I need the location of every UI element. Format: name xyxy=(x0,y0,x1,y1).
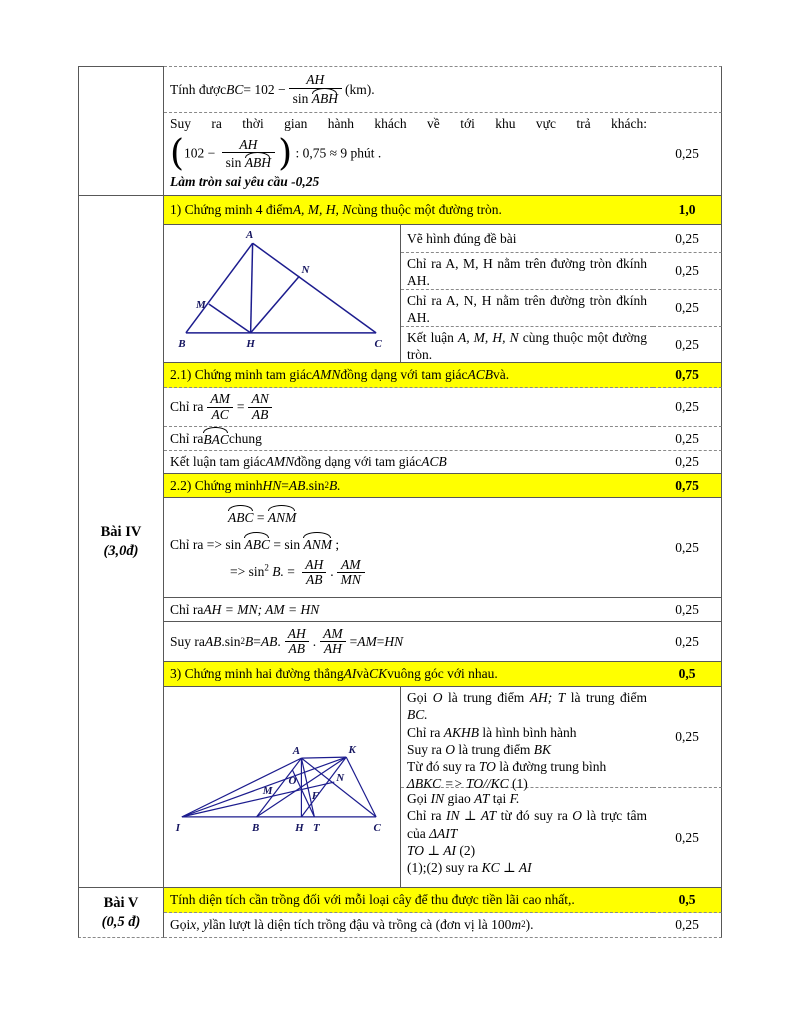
perpendicular-figure-svg xyxy=(164,687,400,888)
figure-triangle-amhn xyxy=(164,225,401,363)
score-cell: 0,5 xyxy=(653,662,722,687)
bai4-title: Bài IV xyxy=(100,523,142,540)
fraction: $\frac{AH}{\text{sin ABH}}$ xyxy=(222,138,275,170)
triangle-figure-svg xyxy=(164,225,400,363)
row-sin-derivation xyxy=(164,498,653,598)
score-cell: 0,25 xyxy=(653,388,722,427)
point-label-A: A xyxy=(292,744,301,757)
point-label-K: K xyxy=(348,743,356,756)
point-label-C: C xyxy=(374,337,382,350)
row-orthocenter-derivation xyxy=(401,788,653,888)
score-cell: 0,25 xyxy=(653,427,722,451)
score-cell: 0,25 xyxy=(653,451,722,474)
point-label-M: M xyxy=(195,298,206,311)
fraction: $\frac{AH}{AB}$ xyxy=(284,627,310,656)
midpoint-line3: Suy ra O là trung điểm BK xyxy=(407,741,551,757)
row-amh-circle: Chỉ ra A, M, H nằm trên đường tròn đkính AH. xyxy=(401,253,653,290)
point-label-O: O xyxy=(288,774,297,787)
point-label-C: C xyxy=(373,821,381,834)
score-cell: 0,75 xyxy=(653,363,722,388)
score-cell: 0,25 xyxy=(653,253,722,290)
fraction: $\frac{AM}{MN}$ xyxy=(337,558,365,587)
midpoint-line2: Chỉ ra AKHB là hình bình hành xyxy=(407,724,577,740)
point-label-A: A xyxy=(245,228,254,241)
sin-equality: Chỉ ra => sin ABC = sin ANM ; xyxy=(170,537,340,553)
fraction: $\frac{AH}{\text{sin ABH}}$ xyxy=(289,73,342,105)
bai5-title: Bài V xyxy=(103,894,139,911)
fraction: $\frac{AM}{AC}$ xyxy=(206,392,234,421)
bai4-points: (3,0đ) xyxy=(103,542,139,559)
row-bai5-heading: Tính diện tích cần trồng đối với mỗi loại cây để thu được tiền lãi cao nhất,. xyxy=(164,888,653,913)
ortho-line4: (1);(2) suy ra KC ⊥ AI xyxy=(407,860,532,876)
score-cell: 1,0 xyxy=(653,196,722,225)
label-cell-bai4 xyxy=(78,196,164,888)
score-cell: 0,25 xyxy=(653,225,722,253)
midpoint-line4: Từ đó suy ra TO là đường trung bình xyxy=(407,759,607,775)
score-cell: 0,25 xyxy=(653,290,722,327)
row-final-derivation: Suy ra AB .sin 2 B = AB . $\frac{AH}{AB}$ . $\frac{AM}{AH}$ = AM = HN xyxy=(164,622,653,662)
fraction: $\frac{AN}{AB}$ xyxy=(248,392,273,421)
row-time-derivation xyxy=(164,113,653,196)
point-label-I: I xyxy=(175,821,181,834)
score-cell: 0,5 xyxy=(653,888,722,913)
score-cell: 0,25 xyxy=(653,788,722,888)
score-cell: 0,25 xyxy=(653,598,722,622)
row-draw-figure: Vẽ hình đúng đề bài xyxy=(401,225,653,253)
score-cell: 0,25 xyxy=(653,687,722,788)
row-conclusion-circle: Kết luận A, M, H, N cùng thuộc một đường tròn. xyxy=(401,327,653,363)
row-variable-definition: Gọi x, y lần lượt là diện tích trồng đậu và trồng cà (đơn vị là 100 m 2 ). xyxy=(164,913,653,938)
figure-perpendicular-proof xyxy=(164,687,401,888)
label-cell-empty xyxy=(78,66,164,196)
point-label-T: T xyxy=(313,821,320,834)
score-cell: 0,25 xyxy=(653,327,722,363)
point-label-B: B xyxy=(178,337,186,350)
score-cell: 0,25 xyxy=(653,498,722,598)
big-paren: ) xyxy=(278,133,293,175)
angle-arc: ABH xyxy=(244,155,272,171)
fraction: $\frac{AM}{AH}$ xyxy=(319,627,347,656)
angle-arc: BAC xyxy=(203,432,229,448)
row-midpoint-derivation xyxy=(401,687,653,792)
row-ratio-equality: Chỉ ra $\frac{AM}{AC}$ = $\frac{AN}{AB}$ xyxy=(164,388,653,427)
row-segment-equalities: Chỉ ra AH = MN; AM = HN xyxy=(164,598,653,622)
row-part22-heading: 2.2) Chứng minh HN = AB .sin 2 B. xyxy=(164,474,653,498)
angle-arc: ANM xyxy=(267,510,297,525)
point-label-F: F xyxy=(311,789,320,802)
point-label-B: B xyxy=(251,821,260,834)
bai5-points: (0,5 đ) xyxy=(101,913,141,930)
ortho-line2: Chỉ ra IN ⊥ AT từ đó suy ra O là trực tâm của ΔAIT xyxy=(407,808,648,841)
label-cell-bai5 xyxy=(78,888,164,938)
row-part3-heading: 3) Chứng minh hai đường thẳng AI và CK vuông góc với nhau. xyxy=(164,662,653,687)
score-cell xyxy=(653,66,722,113)
midpoint-line1: Gọi O là trung điểm AH; T là trung điểm BC. xyxy=(407,690,648,723)
midpoint-line5: ΔBKC => TO//KC (1) xyxy=(407,776,528,792)
row-similarity-conclusion: Kết luận tam giác AMN đồng dạng với tam giác ACB xyxy=(164,451,653,474)
point-label-M: M xyxy=(262,784,273,797)
point-label-H: H xyxy=(246,337,255,350)
score-cell: 0,75 xyxy=(653,474,722,498)
angle-arc: ANM xyxy=(303,537,332,553)
angle-arc: ABC xyxy=(228,510,254,525)
row-part21-heading: 2.1) Chứng minh tam giác AMN đồng dạng với tam giác ACB và. xyxy=(164,363,653,388)
time-formula: (102 − $\frac{AH}{\text{sin ABH}}$ ) : 0,75 ≈ 9 phút . xyxy=(170,133,382,175)
score-cell: 0,25 xyxy=(653,913,722,938)
angle-equality: ABC = ANM xyxy=(228,510,297,525)
angle-arc: ABC xyxy=(244,537,270,553)
row-part1-heading: 1) Chứng minh 4 điểm A, M, H, N cùng thuộc một đường tròn. xyxy=(164,196,653,225)
time-sentence: Suy ra thời gian hành khách về tới khu vực trả khách: xyxy=(170,116,647,131)
row-anh-circle: Chỉ ra A, N, H nằm trên đường tròn đkính AH. xyxy=(401,290,653,327)
point-label-N: N xyxy=(301,263,310,276)
point-label-H: H xyxy=(295,821,304,834)
big-paren: ( xyxy=(170,133,185,175)
rounding-note: Làm tròn sai yêu cầu -0,25 xyxy=(170,173,320,189)
angle-arc: ABH xyxy=(311,90,338,106)
ortho-line1: Gọi IN giao AT tại F. xyxy=(407,791,520,806)
row-common-angle: Chỉ ra BAC chung xyxy=(164,427,653,451)
score-cell: 0,25 xyxy=(653,113,722,196)
row-bc-formula: Tính được BC = 102 − $\frac{AH}{\text{sin ABH}}$ (km). xyxy=(164,66,653,113)
point-label-N: N xyxy=(336,771,345,784)
fraction: $\frac{AH}{AB}$ xyxy=(301,558,327,587)
ortho-line3: TO ⊥ AI (2) xyxy=(407,842,476,858)
score-cell: 0,25 xyxy=(653,622,722,662)
sin-squared-formula: => $\sin^2 B$. = $\frac{AH}{AB}$ . $\frac{AM}{MN}$ xyxy=(230,558,647,587)
